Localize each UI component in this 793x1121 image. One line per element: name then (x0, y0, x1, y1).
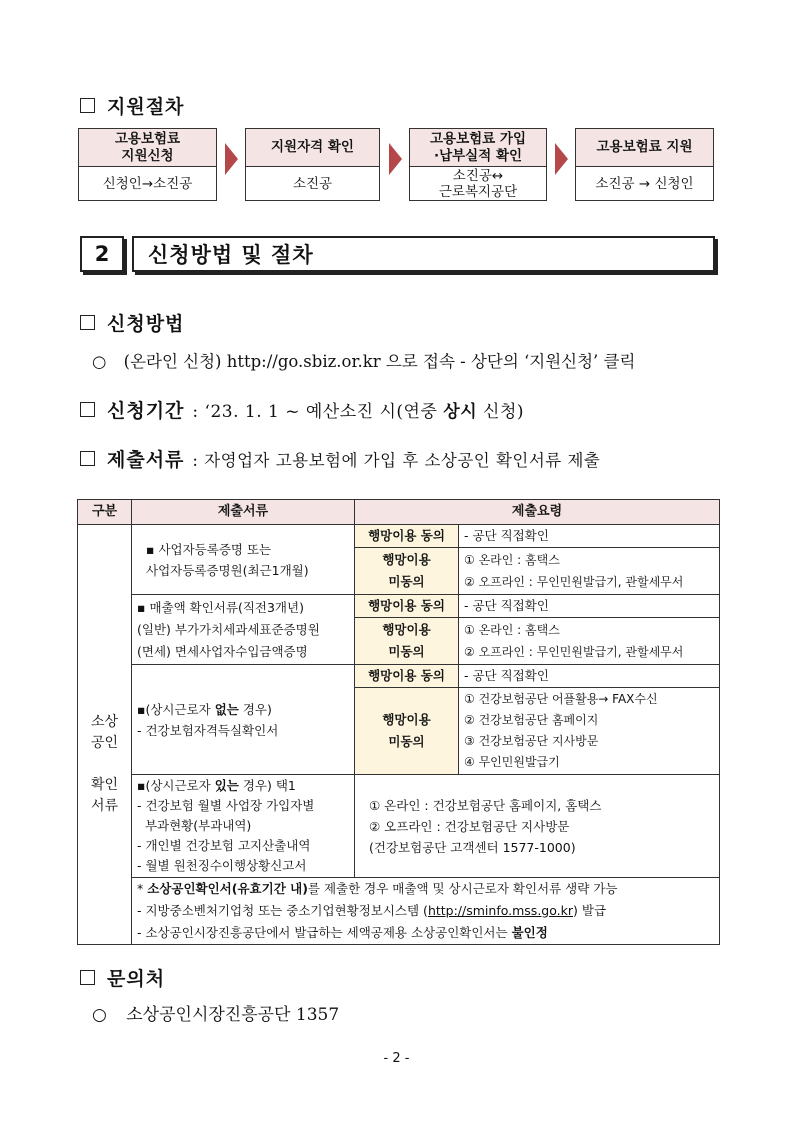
arrow-right-icon (225, 143, 238, 175)
contact-text: 소상공인시장진흥공단 1357 (126, 1005, 340, 1025)
process-step-title: 고용보험료 지원 (576, 129, 713, 167)
documents-line (80, 445, 600, 472)
doc-with-workers: ▪(상시근로자 있는 경우) 택1 - 건강보험 월별 사업장 가입자별 부과현황(부과내역) - 개인별 건강보험 고지산출내역 - 월별 원천징수이행상황신고서 (132, 775, 355, 878)
header-guide: 제출요령 (355, 500, 720, 525)
application-period-line (80, 396, 524, 423)
process-step-3 (409, 128, 547, 201)
sminfo-link[interactable]: http://sminfo.mss.go.kr (427, 903, 574, 918)
table-row (78, 878, 720, 901)
section-number: 2 (80, 236, 124, 272)
table-row (78, 775, 720, 878)
process-step-1 (78, 128, 217, 201)
consent-text: - 공단 직접확인 (459, 525, 720, 548)
nonconsent-label: 행망이용 미동의 (355, 618, 459, 665)
consent-label: 행망이용 동의 (355, 525, 459, 548)
checkbox-square-icon (80, 315, 95, 330)
application-method-line (92, 348, 635, 372)
doc-business-reg: ▪ 사업자등록증명 또는 사업자등록증명원(최근1개월) (132, 525, 355, 595)
checkbox-square-icon (80, 98, 95, 113)
table-row (78, 525, 720, 548)
process-step-2 (245, 128, 380, 201)
guide-with-workers: ① 온라인 : 건강보험공단 홈페이지, 홈택스 ② 오프라인 : 건강보험공단 지사방문 (건강보험공단 고객센터 1577-1000) (355, 775, 720, 878)
process-step-detail: 소진공↔ 근로복지공단 (438, 167, 518, 200)
doc-no-workers: ▪(상시근로자 없는 경우) - 건강보험자격득실확인서 (132, 665, 355, 775)
checkbox-square-icon (80, 402, 95, 417)
note-1: * 소상공인확인서(유효기간 내)를 제출한 경우 매출액 및 상시근로자 확인서류 생략 가능 (132, 878, 720, 901)
section-title: 신청방법 및 절차 (132, 236, 715, 272)
process-step-title: 고용보험료 지원신청 (79, 129, 216, 167)
circle-bullet-icon: ○ (92, 352, 107, 371)
consent-label: 행망이용 동의 (355, 665, 459, 688)
process-step-detail: 신청인→소진공 (102, 175, 193, 192)
process-step-title: 고용보험료 가입 ·납부실적 확인 (410, 129, 546, 167)
nonconsent-label: 행망이용 미동의 (355, 688, 459, 775)
doc-sales: ▪ 매출액 확인서류(직전3개년) (일반) 부가가치세과세표준증명원 (면세) 면세사업자수입금액증명 (132, 595, 355, 665)
arrow-right-icon (389, 143, 402, 175)
contact-heading: 문의처 (80, 964, 165, 991)
page-number: - 2 - (383, 1051, 410, 1066)
documents-text: : 자영업자 고용보험에 가입 후 소상공인 확인서류 제출 (192, 450, 601, 470)
circle-bullet-icon: ○ (92, 1005, 107, 1025)
nonconsent-label: 행망이용 미동의 (355, 548, 459, 595)
checkbox-square-icon (80, 970, 95, 985)
nonconsent-text: ① 건강보험공단 어플활용→ FAX수신 ② 건강보험공단 홈페이지 ③ 건강보험공단 지사방문 ④ 무인민원발급기 (459, 688, 720, 775)
checkbox-square-icon (80, 451, 95, 466)
nonconsent-text: ① 온라인 : 홈택스 ② 오프라인 : 무인민원발급기, 관할세무서 (459, 618, 720, 665)
process-step-title: 지원자격 확인 (246, 129, 379, 167)
support-procedure-heading: 지원절차 (80, 92, 184, 119)
process-step-detail: 소진공 → 신청인 (595, 175, 694, 192)
header-category: 구분 (78, 500, 132, 525)
process-step-detail: 소진공 (292, 175, 333, 192)
application-period-heading: 신청기간 (107, 400, 185, 422)
consent-text: - 공단 직접확인 (459, 665, 720, 688)
application-period-text: : ‘23. 1. 1 ~ 예산소진 시(연중 상시 신청) (192, 402, 525, 422)
contact-line (92, 1000, 339, 1025)
nonconsent-text: ① 온라인 : 홈택스 ② 오프라인 : 무인민원발급기, 관할세무서 (459, 548, 720, 595)
table-row (78, 665, 720, 688)
note-3: - 소상공인시장진흥공단에서 발급하는 세액공제용 소상공인확인서는 불인정 (132, 922, 720, 945)
arrow-right-icon (555, 143, 568, 175)
consent-text: - 공단 직접확인 (459, 595, 720, 618)
application-method-text: (온라인 신청) http://go.sbiz.or.kr 으로 접속 - 상단의 ‘지원신청’ 클릭 (123, 352, 636, 371)
table-row (78, 900, 720, 922)
process-step-4 (575, 128, 714, 201)
table-header-row (78, 500, 720, 525)
note-2: - 지방중소벤처기업청 또는 중소기업현황정보시스템 (http://sminfo.mss.go.kr) 발급 (132, 900, 720, 922)
documents-heading: 제출서류 (107, 449, 185, 471)
documents-table (77, 499, 720, 945)
header-documents: 제출서류 (132, 500, 355, 525)
table-row (78, 595, 720, 618)
consent-label: 행망이용 동의 (355, 595, 459, 618)
application-method-heading: 신청방법 (80, 309, 184, 336)
table-row (78, 922, 720, 945)
category-cell: 소상 공인 확인 서류 (78, 525, 132, 945)
